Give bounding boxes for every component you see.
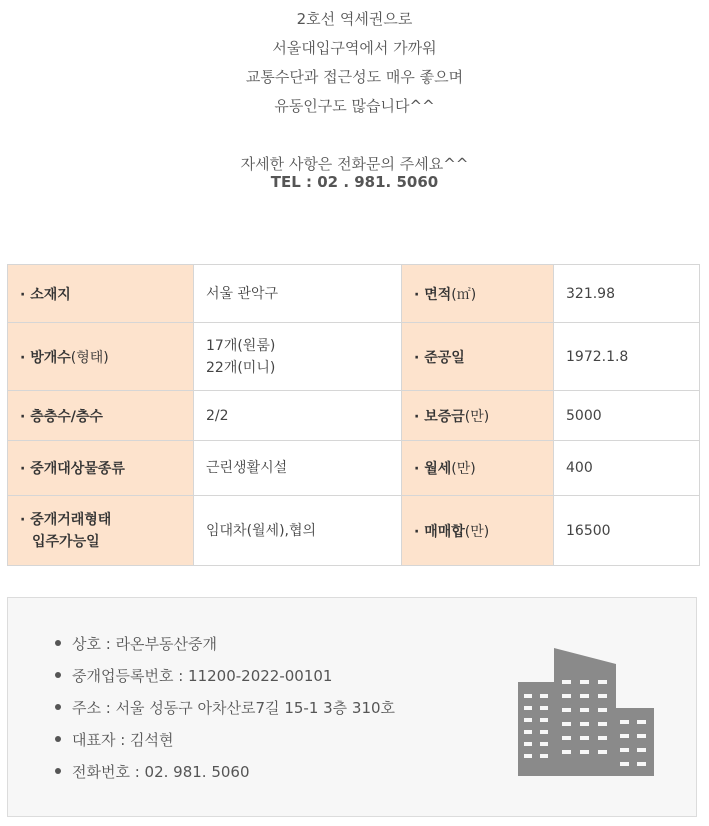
intro-line: 유동인구도 많습니다^^ xyxy=(274,97,435,115)
intro-line: 교통수단과 접근성도 매우 좋으며 xyxy=(245,68,464,86)
table-label-sale-total: · 매매합(만) xyxy=(402,496,554,566)
table-label-completion-date: · 준공일 xyxy=(402,323,554,391)
bullet-icon xyxy=(55,736,61,742)
table-value-property-type: 근린생활시설 xyxy=(194,441,402,496)
table-row xyxy=(8,323,700,391)
intro-line: 서울대입구역에서 가까워 xyxy=(272,39,437,57)
intro-section xyxy=(0,0,709,190)
table-label-area: · 면적(㎡) xyxy=(402,265,554,323)
tel-number: TEL : 02 . 981. 5060 xyxy=(270,173,439,191)
table-value-deposit: 5000 xyxy=(554,391,700,441)
agency-info-list xyxy=(55,628,395,788)
building-icon xyxy=(516,646,656,776)
table-label-monthly-rent: · 월세(만) xyxy=(402,441,554,496)
table-value-sale-total: 16500 xyxy=(554,496,700,566)
property-info-table xyxy=(7,264,700,566)
table-label-location: · 소재지 xyxy=(8,265,194,323)
table-value-rooms: 17개(원룸) 22개(미니) xyxy=(194,323,402,391)
agency-item-address: 주소 : 서울 성동구 아차산로7길 15-1 3층 310호 xyxy=(55,692,395,724)
table-label-transaction-type: · 중개거래형태 입주가능일 xyxy=(8,496,194,566)
agency-item-phone: 전화번호 : 02. 981. 5060 xyxy=(55,756,395,788)
table-value-monthly-rent: 400 xyxy=(554,441,700,496)
agency-item-name: 상호 : 라온부동산중개 xyxy=(55,628,395,660)
contact-note: 자세한 사항은 전화문의 주세요^^ xyxy=(240,155,469,173)
bullet-icon xyxy=(55,768,61,774)
table-label-deposit: · 보증금(만) xyxy=(402,391,554,441)
table-label-floors: · 층층수/층수 xyxy=(8,391,194,441)
table-row xyxy=(8,265,700,323)
agency-item-representative: 대표자 : 김석현 xyxy=(55,724,395,756)
bullet-icon xyxy=(55,704,61,710)
table-row xyxy=(8,496,700,566)
intro-line: 2호선 역세권으로 xyxy=(296,10,413,28)
bullet-icon xyxy=(55,640,61,646)
table-label-rooms: · 방개수(형태) xyxy=(8,323,194,391)
table-value-transaction-type: 임대차(월세),협의 xyxy=(194,496,402,566)
table-value-completion-date: 1972.1.8 xyxy=(554,323,700,391)
table-row xyxy=(8,441,700,496)
table-label-property-type: · 중개대상물종류 xyxy=(8,441,194,496)
table-row xyxy=(8,391,700,441)
agency-info-box xyxy=(7,597,697,817)
table-value-floors: 2/2 xyxy=(194,391,402,441)
table-value-location: 서울 관악구 xyxy=(194,265,402,323)
bullet-icon xyxy=(55,672,61,678)
table-value-area: 321.98 xyxy=(554,265,700,323)
agency-item-registration: 중개업등록번호 : 11200-2022-00101 xyxy=(55,660,395,692)
